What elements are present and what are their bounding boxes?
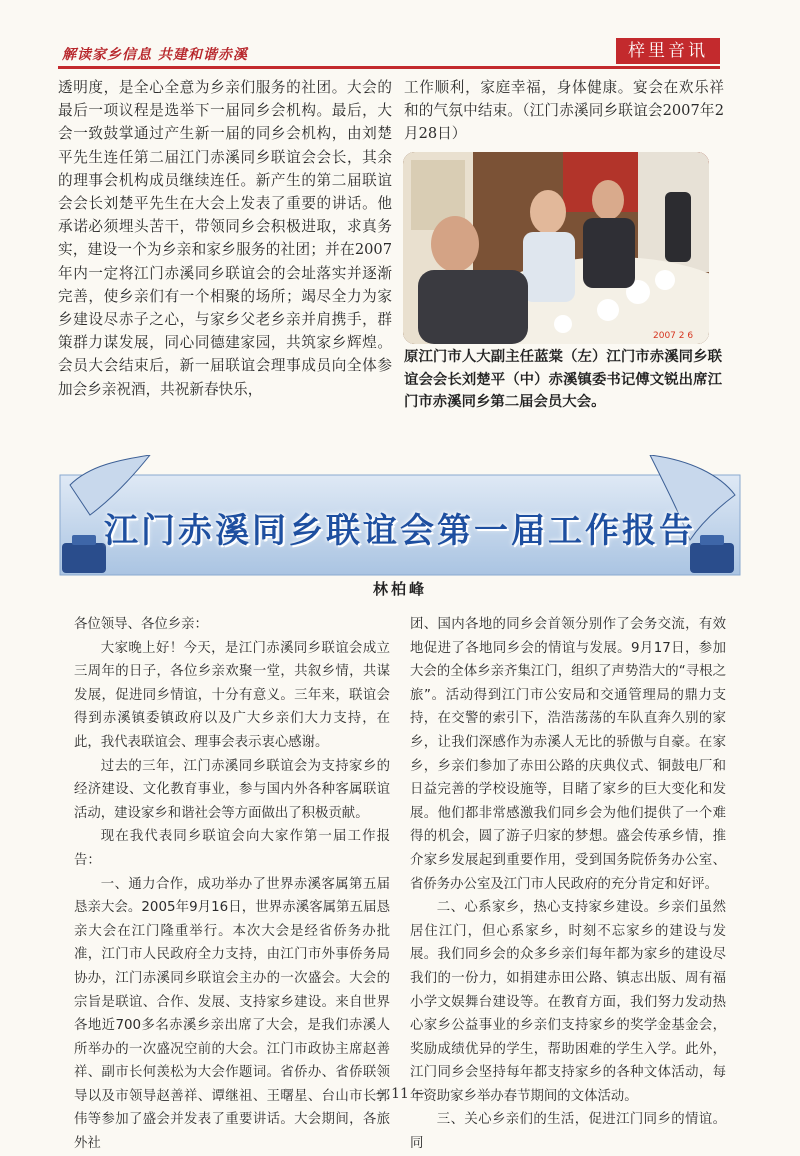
- report-paragraph: 二、心系家乡，热心支持家乡建设。乡亲们虽然居住江门，但心系家乡，时刻不忘家乡的建设与发展。我们同乡会的众多乡亲们每年都为家乡的建设尽我们的一份力，如捐建赤田公路、镇志出版、周有福小学文娱舞台建设等。在教育方面，我们努力发动热心家乡公益事业的乡亲们支持家乡的奖学金基金会，奖励成绩优异的学生，帮助困难的学生入学。此外，江门同乡会坚持每年都支持家乡的各种文体活动，每年资助家乡举办春节期间的文体活动。: [410, 900, 726, 1104]
- report-column-left: [74, 613, 390, 1156]
- photo-date-stamp: 2007 2 6: [653, 331, 694, 341]
- report-author: 林柏峰: [372, 580, 427, 598]
- article-continuation-right: 工作顺利，家庭幸福，身体健康。宴会在欢乐祥和的气氛中结束。（江门赤溪同乡联谊会2007年2月28日）: [404, 79, 724, 143]
- report-title: 江门赤溪同乡联谊会第一届工作报告: [104, 511, 696, 551]
- report-paragraph: 一、通力合作，成功举办了世界赤溪客属第五届恳亲大会。2005年9月16日，世界赤溪客属第五届恳亲大会在江门隆重举行。本次大会是经省侨务办批准，江门市人民政府全力支持，由江门市外事侨务局协办，江门赤溪同乡联谊会主办的一次盛会。大会的宗旨是联谊、合作、发展、支持家乡建设。来自世界各地近700多名赤溪乡亲出席了大会，是我们赤溪人所举办的一次盛况空前的大会。江门市政协主席赵善祥、副市长何羡松为大会作题词。省侨办、省侨联领导以及市领导赵善祥、谭继祖、王曙星、台山市长郭伟等参加了盛会并发表了重要讲话。大会期间，各旅外社: [74, 876, 390, 1152]
- report-column-right: [410, 613, 726, 1156]
- article-continuation-left: 透明度，是全心全意为乡亲们服务的社团。大会的最后一项议程是选举下一届同乡会机构。最后，大会一致鼓掌通过产生新一届的同乡会机构，由刘楚平先生连任第二届江门赤溪同乡联谊会会长，其余的理事会机构成员继续连任。新产生的第二届联谊会会长刘楚平先生在大会上发表了重要的讲话。他承诺必须埋头苦干，带领同乡会积极进取，求真务实，建设一个为乡亲和家乡服务的社团；并在2007年内一定将江门赤溪同乡联谊会的会址落实并逐渐完善，使乡亲们有一个相聚的场所；竭尽全力为家乡建设尽赤子之心，与家乡父老乡亲并肩携手，群策群力谋发展，同心同德建家园，共筑家乡辉煌。会员大会结束后，新一届联谊会理事成员向全体参加会乡亲祝酒，共祝新春快乐，: [58, 79, 392, 398]
- header-rule: [58, 66, 720, 69]
- report-paragraph: 团、国内各地的同乡会首领分别作了会务交流，有效地促进了各地同乡会的情谊与发展。9月17日，参加大会的全体乡亲齐集江门，组织了声势浩大的“寻根之旅”。活动得到江门市公安局和交通管理局的鼎力支持，在交警的索引下，浩浩荡荡的车队直奔久别的家乡，让我们深感作为赤溪人无比的骄傲与自豪。在家乡，乡亲们参加了赤田公路的庆典仪式、铜鼓电厂和日益完善的学校设施等，目睹了家乡的巨大变化和发展。他们都非常感激我们同乡会为他们提供了一个难得的机会，圆了游子归家的梦想。盛会传承乡情，推介家乡发展起到重要作用，受到国务院侨务办公室、省侨务办公室及江门市人民政府的充分肯定和好评。: [410, 617, 726, 892]
- report-paragraph: 过去的三年，江门赤溪同乡联谊会为支持家乡的经济建设、文化教育事业，参与国内外各种客属联谊活动，建设家乡和谐社会等方面做出了积极贡献。: [74, 758, 390, 821]
- banquet-photo: [403, 152, 709, 344]
- page-number: ~ 11 ~: [374, 1086, 426, 1102]
- report-paragraph: 三、关心乡亲们的生活，促进江门同乡的情谊。同: [410, 1112, 726, 1152]
- section-label: 梓里音讯: [616, 38, 720, 64]
- banquet-photo-image: [403, 152, 709, 344]
- report-paragraph: 各位领导、各位乡亲：: [74, 617, 208, 632]
- report-paragraph: 大家晚上好！今天，是江门赤溪同乡联谊会成立三周年的日子，各位乡亲欢聚一堂，共叙乡情，共谋发展，促进同乡情谊，十分有意义。三年来，联谊会得到赤溪镇委镇政府以及广大乡亲们大力支持，在此，我代表联谊会、理事会表示衷心感谢。: [74, 640, 390, 750]
- photo-caption: 原江门市人大副主任蓝棠（左）江门市赤溪同乡联谊会会长刘楚平（中）赤溪镇委书记傅文锐出席江门市赤溪同乡第二届会员大会。: [404, 348, 722, 410]
- report-paragraph: 现在我代表同乡联谊会向大家作第一届工作报告：: [74, 829, 390, 868]
- header-slogan: 解读家乡信息 共建和谐赤溪: [62, 47, 248, 63]
